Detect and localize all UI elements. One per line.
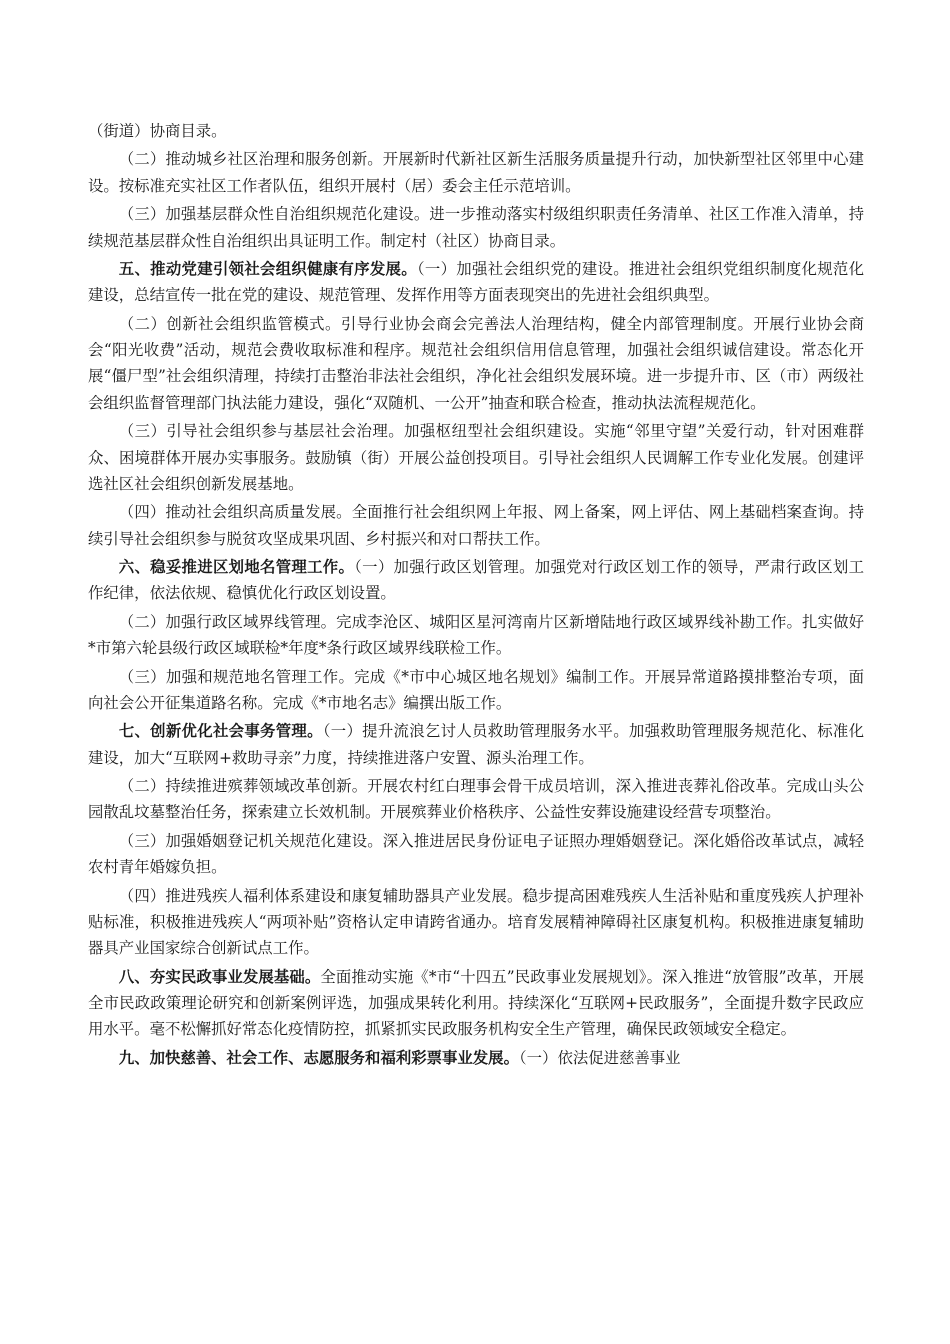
section-9-heading: 九、加快慈善、社会工作、志愿服务和福利彩票事业发展。: [118, 1048, 519, 1067]
paragraph-10: （三）加强和规范地名管理工作。完成《*市中心城区地名规划》编制工作。开展异常道路摸排整治专项，面向社会公开征集道路名称。完成《*市地名志》编撰出版工作。: [88, 667, 864, 712]
paragraph-12: （二）持续推进殡葬领域改革创新。开展农村红白理事会骨干成员培训，深入推进丧葬礼俗改革。完成山头公园散乱坟墓整治任务，探索建立长效机制。开展殡葬业价格秩序、公益性安葬设施建设经营专项整治。: [88, 777, 864, 822]
paragraph-6: （三）引导社会组织参与基层社会治理。加强枢纽型社会组织建设。实施“邻里守望”关爱行动，针对困难群众、困境群体开展办实事服务。鼓励镇（街）开展公益创投项目。引导社会组织人民调解工作专业化发展。创建评选社区社会组织创新发展基地。: [88, 422, 864, 493]
paragraph-7: （四）推动社会组织高质量发展。全面推行社会组织网上年报、网上备案，网上评估、网上基础档案查询。持续引导社会组织参与脱贫攻坚成果巩固、乡村振兴和对口帮扶工作。: [88, 503, 864, 548]
paragraph-3: （三）加强基层群众性自治组织规范化建设。进一步推动落实村级组织职责任务清单、社区工作准入清单，持续规范基层群众性自治组织出具证明工作。制定村（社区）协商目录。: [88, 205, 864, 250]
paragraph-5: （二）创新社会组织监管模式。引导行业协会商会完善法人治理结构，健全内部管理制度。开展行业协会商会“阳光收费”活动，规范会费收取标准和程序。规范社会组织信用信息管理，加强社会组织诚信建设。常态化开展“僵尸型”社会组织清理，持续打击整治非法社会组织，净化社会组织发展环境。进一步提升市、区（市）两级社会组织监督管理部门执法能力建设，强化“双随机、一公开”抽查和联合检查，推动执法流程规范化。: [88, 314, 864, 412]
paragraph-9: （二）加强行政区域界线管理。完成李沧区、城阳区星河湾南片区新增陆地行政区域界线补勘工作。扎实做好*市第六轮县级行政区域联检*年度*条行政区域界线联检工作。: [88, 612, 864, 658]
section-5-heading: 五、推动党建引领社会组织健康有序发展。: [118, 260, 417, 279]
section-7-heading: 七、创新优化社会事务管理。: [118, 722, 323, 741]
paragraph-14: （四）推进残疾人福利体系建设和康复辅助器具产业发展。稳步提高困难残疾人生活补贴和重度残疾人护理补贴标准，积极推进残疾人“两项补贴”资格认定申请跨省通办。培育发展精神障碍社区康复机构。积极推进康复辅助器具产业国家综合创新试点工作。: [88, 886, 864, 958]
section-6-paragraph: 六、稳妥推进区划地名管理工作。（一）加强行政区划管理。加强党对行政区划工作的领导，严肃行政区划工作纪律，依法依规、稳慎优化行政区划设置。: [88, 558, 864, 603]
paragraph-2: （二）推动城乡社区治理和服务创新。开展新时代新社区新生活服务质量提升行动，加快新型社区邻里中心建设。按标准充实社区工作者队伍，组织开展村（居）委会主任示范培训。: [88, 150, 864, 195]
section-6-heading: 六、稳妥推进区划地名管理工作。: [118, 558, 355, 577]
section-7-paragraph: 七、创新优化社会事务管理。（一）提升流浪乞讨人员救助管理服务水平。加强救助管理服务规范化、标准化建设，加大“互联网+救助寻亲”力度，持续推进落户安置、源头治理工作。: [88, 722, 864, 767]
section-8-heading: 八、夯实民政事业发展基础。: [118, 967, 321, 986]
paragraph-1: （街道）协商目录。: [88, 122, 227, 140]
section-8-paragraph: 八、夯实民政事业发展基础。全面推动实施《*市“十四五”民政事业发展规划》。深入推进“放管服”改革，开展全市民政政策理论研究和创新案例评选，加强成果转化利用。持续深化“互联网+民政服务”，全面提升数字民政应用水平。毫不松懈抓好常态化疫情防控，抓紧抓实民政服务机构安全生产管理，确保民政领域安全稳定。: [88, 967, 864, 1039]
paragraph-13: （三）加强婚姻登记机关规范化建设。深入推进居民身份证电子证照办理婚姻登记。深化婚俗改革试点，减轻农村青年婚嫁负担。: [88, 831, 864, 877]
section-5-paragraph: 五、推动党建引领社会组织健康有序发展。（一）加强社会组织党的建设。推进社会组织党组织制度化规范化建设，总结宣传一批在党的建设、规范管理、发挥作用等方面表现突出的先进社会组织典型。: [88, 260, 864, 305]
section-9-paragraph: 九、加快慈善、社会工作、志愿服务和福利彩票事业发展。（一）依法促进慈善事业: [118, 1048, 681, 1067]
document-page: [88, 118, 864, 1073]
